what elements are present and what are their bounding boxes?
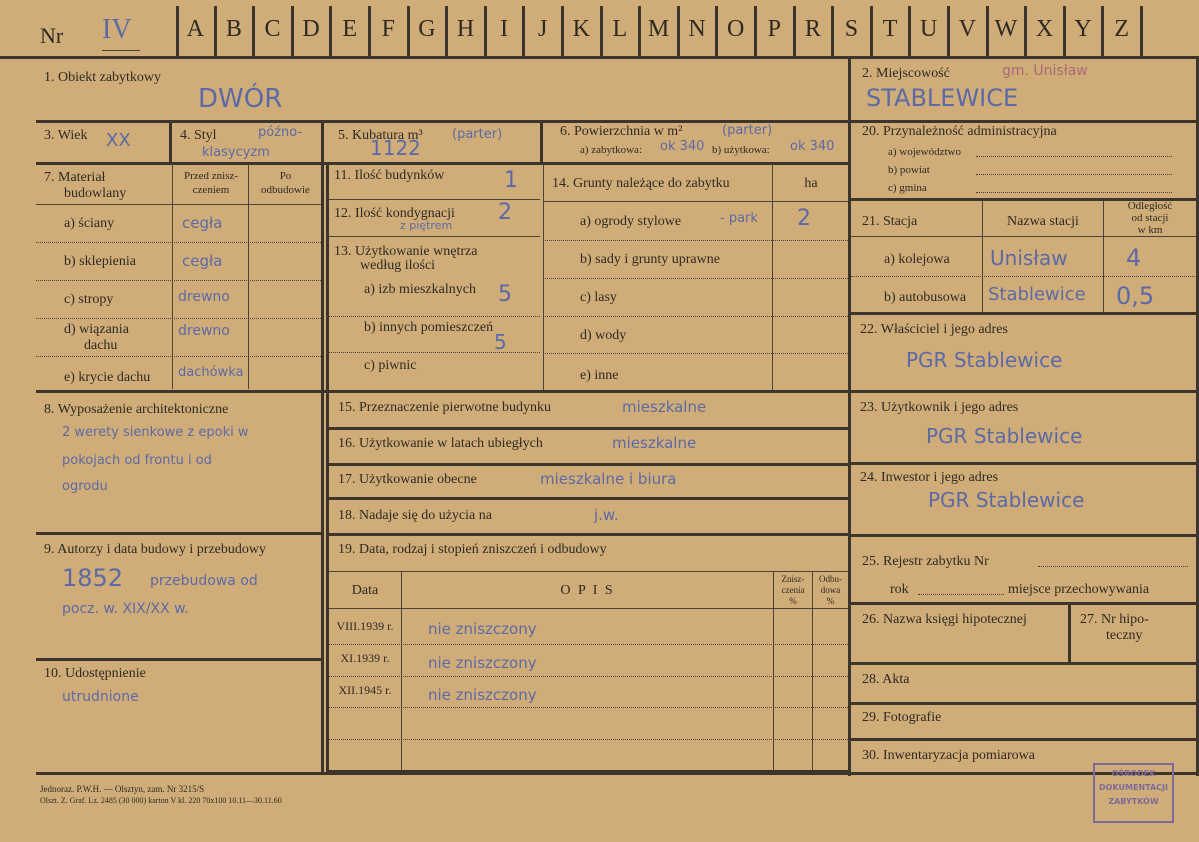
letter-a: A xyxy=(186,16,204,42)
letter-n: N xyxy=(688,16,706,42)
letter-f: F xyxy=(381,16,395,42)
letter-i: I xyxy=(500,16,509,42)
table-19-row-1-desc: nie zniszczony xyxy=(428,620,537,638)
station-rail-name: Unisław xyxy=(990,246,1068,270)
footer-print-line-1: Jednoraz. P.W.H. — Olsztyn, zam. Nr 3215/S xyxy=(40,784,205,794)
field-30-label: 30. Inwentaryzacja pomiarowa xyxy=(862,748,1035,763)
station-rail-label: a) kolejowa xyxy=(884,252,950,267)
field-4-value-1: późno- xyxy=(258,125,303,140)
field-20-b: b) powiat xyxy=(888,164,930,176)
field-12-label: 12. Ilość kondygnacji xyxy=(334,206,455,221)
letter-k: K xyxy=(572,16,590,42)
field-8-line-3: ogrodu xyxy=(62,479,108,494)
material-row-roof-label: e) krycie dachu xyxy=(64,370,151,385)
material-row-walls-label: a) ściany xyxy=(64,216,115,231)
field-20-a: a) województwo xyxy=(888,146,962,158)
table-19-col-rebuild-3: % xyxy=(826,596,835,606)
field-13-c-label: c) piwnic xyxy=(364,358,417,373)
table-19-row-2-desc: nie zniszczony xyxy=(428,654,537,672)
field-4-value-2: klasycyzm xyxy=(202,145,270,160)
table-19-col-rebuild-1: Odbu- xyxy=(819,574,842,584)
field-5-label: 5. Kubatura m³ xyxy=(338,128,423,143)
field-5-note: (parter) xyxy=(452,127,503,142)
field-4-label: 4. Styl xyxy=(180,128,217,143)
grounds-gardens-label: a) ogrody stylowe xyxy=(580,214,682,229)
field-21-col-dist-3: w km xyxy=(1137,224,1163,236)
grounds-gardens-value: 2 xyxy=(797,206,811,231)
field-19-label: 19. Data, rodzaj i stopień zniszczeń i odbudowy xyxy=(338,542,607,557)
field-7-col-before-1: Przed znisz- xyxy=(183,170,239,182)
letter-m: M xyxy=(647,16,670,42)
letter-h: H xyxy=(456,16,475,42)
field-3-label: 3. Wiek xyxy=(44,128,88,143)
field-13-label-2: według ilości xyxy=(360,258,436,273)
field-17-label: 17. Użytkowanie obecne xyxy=(338,472,477,487)
field-16-label: 16. Użytkowanie w latach ubiegłych xyxy=(338,436,543,451)
table-19-col-rebuild-2: dowa xyxy=(820,585,841,595)
field-23-value: PGR Stablewice xyxy=(926,424,1083,448)
field-22-value: PGR Stablewice xyxy=(906,348,1063,372)
letter-p: P xyxy=(767,16,781,42)
grounds-orchards-label: b) sady i grunty uprawne xyxy=(580,252,720,267)
letter-t: T xyxy=(882,16,898,42)
field-25-label-3: miejsce przechowywania xyxy=(1008,582,1150,597)
table-19-col-date: Data xyxy=(351,583,379,598)
footer-print-line-2: Olszt. Z. Graf. Lz. 2485 (30 000) karton V kl. 220 70x100 10.11—30.11.60 xyxy=(40,796,282,805)
letter-e: E xyxy=(342,16,358,42)
nr-value: IV xyxy=(102,14,132,45)
table-19-row-2-date: XI.1939 r. xyxy=(340,651,390,665)
field-13-a-value: 5 xyxy=(498,282,512,307)
letter-s: S xyxy=(844,16,859,42)
field-12-value: 2 xyxy=(498,200,512,225)
table-19-col-destruction-2: czenia xyxy=(781,585,805,595)
field-6-zabytkowa-label: a) zabytkowa: xyxy=(580,144,642,156)
field-17-value: mieszkalne i biura xyxy=(540,470,677,488)
field-1-value: DWÓR xyxy=(198,84,283,114)
field-20-label: 20. Przynależność administracyjna xyxy=(862,124,1057,139)
field-9-label: 9. Autorzy i data budowy i przebudowy xyxy=(44,542,267,557)
material-row-ceilings-value: drewno xyxy=(178,289,230,305)
field-13-a-label: a) izb mieszkalnych xyxy=(364,282,476,297)
station-bus-distance: 0,5 xyxy=(1116,282,1155,310)
archive-stamp xyxy=(1093,763,1174,823)
field-27-label-2: teczny xyxy=(1106,628,1143,643)
field-8-line-2: pokojach od frontu i od xyxy=(62,453,212,468)
field-15-value: mieszkalne xyxy=(622,398,707,416)
letter-w: W xyxy=(994,16,1018,42)
material-row-roof-value: dachówka xyxy=(178,365,244,380)
field-28-label: 28. Akta xyxy=(862,672,910,687)
table-19-col-destruction-3: % xyxy=(789,596,797,606)
letter-z: Z xyxy=(1114,16,1130,42)
letter-b: B xyxy=(225,16,242,42)
field-13-b-label: b) innych pomieszczeń xyxy=(364,320,494,335)
field-21-col-dist-1: Odległość xyxy=(1127,200,1173,212)
field-6-uzytkowa-value: ok 340 xyxy=(790,139,835,154)
field-2-note: gm. Unisław xyxy=(1002,63,1088,79)
field-2-value: STABLEWICE xyxy=(866,84,1019,112)
field-6-uzytkowa-label: b) użytkowa: xyxy=(712,144,770,156)
field-16-value: mieszkalne xyxy=(612,434,697,452)
stamp-line-2: DOKUMENTACJI xyxy=(1099,783,1168,792)
station-bus-label: b) autobusowa xyxy=(884,290,967,305)
field-2-label: 2. Miejscowość xyxy=(862,66,950,81)
field-6-zabytkowa-value: ok 340 xyxy=(660,139,705,154)
letter-o: O xyxy=(727,16,745,42)
material-row-trusses-value: drewno xyxy=(178,323,230,339)
grounds-gardens-note: - park xyxy=(720,211,758,226)
field-21-label: 21. Stacja xyxy=(862,214,918,229)
station-bus-name: Stablewice xyxy=(988,284,1086,305)
field-7-col-after-1: Po xyxy=(279,170,292,182)
field-27-label-1: 27. Nr hipo- xyxy=(1080,612,1149,627)
nr-label: Nr xyxy=(40,23,64,48)
field-18-value: j.w. xyxy=(594,506,619,524)
field-26-label: 26. Nazwa księgi hipotecznej xyxy=(862,612,1027,627)
field-12-note: z piętrem xyxy=(400,219,453,232)
material-row-vaults-value: cegła xyxy=(182,252,223,270)
field-25-label-2: rok xyxy=(890,582,909,597)
stamp-line-3: ZABYTKÓW xyxy=(1108,797,1159,806)
field-8-line-1: 2 werety sienkowe z epoki w xyxy=(62,425,249,440)
field-9-line-2: pocz. w. XIX/XX w. xyxy=(62,601,189,617)
field-29-label: 29. Fotografie xyxy=(862,710,942,725)
letter-d: D xyxy=(302,16,320,42)
letter-x: X xyxy=(1035,16,1054,42)
field-25-label-1: 25. Rejestr zabytku Nr xyxy=(862,554,989,569)
field-10-label: 10. Udostępnienie xyxy=(44,666,146,681)
table-19-row-1-date: VIII.1939 r. xyxy=(336,619,394,633)
field-11-label: 11. Ilość budynków xyxy=(334,168,445,183)
field-21-col-name: Nazwa stacji xyxy=(1007,214,1079,229)
grounds-forests-label: c) lasy xyxy=(580,290,617,305)
field-3-value: XX xyxy=(106,130,131,151)
field-22-label: 22. Właściciel i jego adres xyxy=(860,322,1008,337)
grounds-other-label: e) inne xyxy=(580,368,619,383)
letter-g: G xyxy=(418,16,436,42)
material-row-trusses-label-2: dachu xyxy=(84,338,118,353)
letter-u: U xyxy=(920,16,938,42)
field-7-col-before-2: czeniem xyxy=(192,184,230,196)
table-19-row-3-date: XII.1945 r. xyxy=(338,683,392,697)
letter-j: J xyxy=(538,16,548,42)
field-14-label: 14. Grunty należące do zabytku xyxy=(552,176,730,191)
letter-r: R xyxy=(804,16,821,42)
field-14-unit: ha xyxy=(804,176,818,191)
field-7-label-1: 7. Materiał xyxy=(44,170,106,185)
grounds-waters-label: d) wody xyxy=(580,328,627,343)
station-rail-distance: 4 xyxy=(1126,244,1142,272)
table-19-col-opis: O P I S xyxy=(560,583,615,598)
field-7-col-after-2: odbudowie xyxy=(261,184,310,196)
field-5-value: 1122 xyxy=(370,136,421,160)
letter-v: V xyxy=(958,16,976,42)
field-21-col-dist-2: od stacji xyxy=(1131,212,1169,224)
material-row-walls-value: cegła xyxy=(182,214,223,232)
field-6-note: (parter) xyxy=(722,123,773,138)
table-19-col-destruction-1: Znisz- xyxy=(781,574,805,584)
field-7-label-2: budowlany xyxy=(64,186,127,201)
field-24-value: PGR Stablewice xyxy=(928,488,1085,512)
field-9-line-1: przebudowa od xyxy=(150,573,258,589)
field-24-label: 24. Inwestor i jego adres xyxy=(860,470,999,485)
field-13-b-value: 5 xyxy=(494,330,507,354)
field-1-label: 1. Obiekt zabytkowy xyxy=(44,70,162,85)
letter-y: Y xyxy=(1074,16,1092,42)
stamp-line-1: OŚRODEK xyxy=(1111,769,1156,778)
field-11-value: 1 xyxy=(504,168,518,193)
material-row-trusses-label-1: d) wiązania xyxy=(64,322,129,337)
field-9-year: 1852 xyxy=(62,564,124,592)
field-15-label: 15. Przeznaczenie pierwotne budynku xyxy=(338,400,552,415)
field-23-label: 23. Użytkownik i jego adres xyxy=(860,400,1019,415)
material-row-ceilings-label: c) stropy xyxy=(64,292,114,307)
field-18-label: 18. Nadaje się do użycia na xyxy=(338,508,492,523)
field-20-c: c) gmina xyxy=(888,182,927,194)
field-13-label-1: 13. Użytkowanie wnętrza xyxy=(334,244,478,259)
letter-c: C xyxy=(264,16,281,42)
letter-l: L xyxy=(612,16,628,42)
field-6-label: 6. Powierzchnia w m² xyxy=(560,124,683,139)
field-10-value: utrudnione xyxy=(62,689,139,705)
field-8-label: 8. Wyposażenie architektoniczne xyxy=(44,402,229,417)
material-row-vaults-label: b) sklepienia xyxy=(64,254,136,269)
table-19-row-3-desc: nie zniszczony xyxy=(428,686,537,704)
